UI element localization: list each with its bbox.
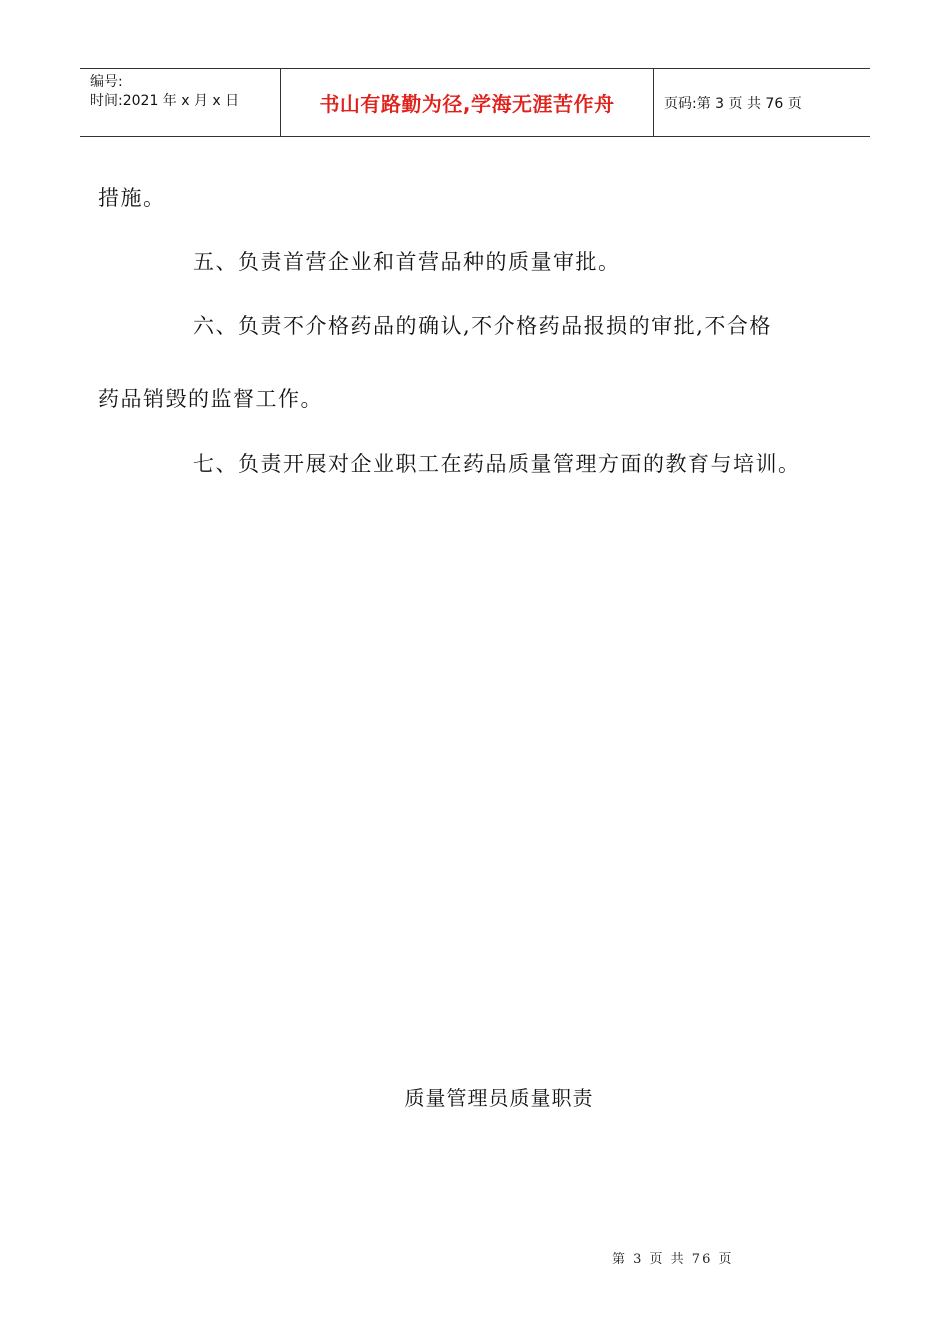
body-line: 七、负责开展对企业职工在药品质量管理方面的教育与培训。 [193, 452, 801, 476]
page-header [80, 68, 870, 137]
document-time-label: 时间:2021 年 x 月 x 日 [90, 93, 240, 109]
page-footer: 第 3 页 共 76 页 [612, 1252, 734, 1267]
section-title: 质量管理员质量职责 [404, 1086, 594, 1110]
document-number-label: 编号: [90, 74, 123, 90]
header-page-info: 页码:第 3 页 共 76 页 [664, 95, 802, 112]
header-meta [80, 69, 281, 136]
header-motto-cell [281, 69, 654, 136]
body-line: 措施。 [98, 186, 166, 210]
body-line: 五、负责首营企业和首营品种的质量审批。 [193, 250, 621, 274]
header-page-info-cell [654, 69, 870, 136]
header-motto: 书山有路勤为径,学海无涯苦作舟 [319, 92, 615, 116]
body-line: 药品销毁的监督工作。 [98, 387, 323, 411]
body-line: 六、负责不介格药品的确认,不介格药品报损的审批,不合格 [193, 314, 772, 338]
